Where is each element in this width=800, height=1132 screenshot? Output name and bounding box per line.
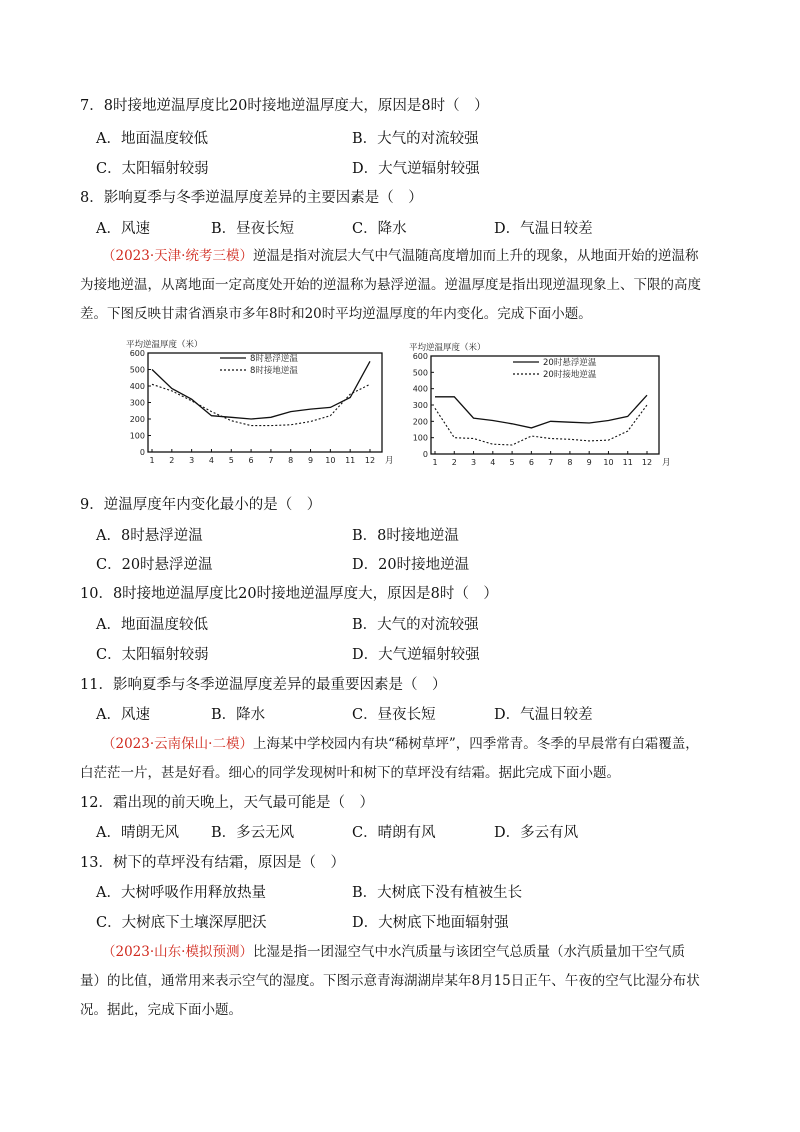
x-tick-label: 5 xyxy=(509,458,515,467)
question-9-option-b[interactable]: B．8时接地逆温 xyxy=(352,528,459,544)
question-8-stem: 8．影响夏季与冬季逆温厚度差异的主要因素是（ ） xyxy=(80,190,423,206)
question-11-option-d[interactable]: D．气温日较差 xyxy=(494,707,593,723)
x-tick-label: 1 xyxy=(149,456,155,465)
question-10-option-d[interactable]: D．大气逆辐射较强 xyxy=(352,647,480,663)
y-tick-label: 400 xyxy=(129,382,145,391)
x-tick-label: 5 xyxy=(228,456,234,465)
legend-label-1: 20时悬浮逆温 xyxy=(543,358,597,368)
y-tick-label: 300 xyxy=(129,398,145,408)
y-tick-label: 300 xyxy=(412,401,428,410)
question-11-option-c[interactable]: C．昼夜长短 xyxy=(352,707,436,723)
question-10-stem: 10．8时接地逆温厚度比20时接地逆温厚度大，原因是8时（ ） xyxy=(80,586,498,602)
question-12-stem: 12．霜出现的前天晚上，天气最可能是（ ） xyxy=(80,795,374,811)
y-tick-label: 200 xyxy=(129,415,145,424)
question-10-option-c[interactable]: C．太阳辐射较弱 xyxy=(96,647,209,663)
x-tick-label: 2 xyxy=(169,456,175,465)
x-tick-label: 3 xyxy=(470,458,477,467)
x-tick-label: 12 xyxy=(641,458,653,467)
question-10-option-a[interactable]: A．地面温度较低 xyxy=(96,617,208,633)
question-13-option-c[interactable]: C．大树底下土壤深厚肥沃 xyxy=(96,915,267,931)
question-8-option-c[interactable]: C．降水 xyxy=(352,221,407,237)
passage-1-source: （2023·天津·统考三模） xyxy=(102,248,253,264)
question-7-option-d[interactable]: D．大气逆辐射较强 xyxy=(352,161,480,177)
passage-1-line-1: （2023·天津·统考三模）逆温是指对流层大气中气温随高度增加而上升的现象，从地面开始的逆温称 xyxy=(102,248,699,264)
question-8-option-d[interactable]: D．气温日较差 xyxy=(494,221,593,237)
x-axis-label: 月 xyxy=(662,458,671,468)
chart-8pm-inversion xyxy=(405,338,685,472)
x-tick-label: 3 xyxy=(189,456,195,465)
y-tick-label: 100 xyxy=(412,433,428,443)
legend-label-2: 8时接地逆温 xyxy=(250,366,298,376)
question-13-option-b[interactable]: B．大树底下没有植被生长 xyxy=(352,885,523,901)
x-tick-label: 8 xyxy=(567,458,573,467)
question-10-option-b[interactable]: B．大气的对流较强 xyxy=(352,617,479,633)
question-11-option-b[interactable]: B．降水 xyxy=(211,707,266,723)
y-tick-label: 400 xyxy=(412,384,428,394)
passage-3-source: （2023·山东·模拟预测） xyxy=(102,944,253,960)
x-tick-label: 12 xyxy=(364,456,376,465)
passage-1-line-2: 为接地逆温，从离地面一定高度处开始的逆温称为悬浮逆温。逆温厚度是指出现逆温现象上、下限的高度 xyxy=(80,277,701,293)
question-8-option-b[interactable]: B．昼夜长短 xyxy=(211,221,295,237)
x-tick-label: 7 xyxy=(268,456,274,465)
x-tick-label: 9 xyxy=(586,458,592,467)
legend-label-2: 20时接地逆温 xyxy=(543,370,597,380)
passage-2 xyxy=(80,730,730,788)
x-tick-label: 7 xyxy=(548,458,554,467)
chart-8pm-svg xyxy=(405,338,685,472)
y-axis-label: 平均逆温厚度（米） xyxy=(126,340,203,350)
passage-2-line-2: 白茫茫一片，甚是好看。细心的同学发现树叶和树下的草坪没有结霜。据此完成下面小题。 xyxy=(80,765,620,781)
passage-3 xyxy=(80,938,730,1025)
question-12-option-d[interactable]: D．多云有风 xyxy=(494,825,579,841)
passage-1-line-3: 差。下图反映甘肃省酒泉市多年8时和20时平均逆温厚度的年内变化。完成下面小题。 xyxy=(80,306,592,322)
chart-8am-inversion xyxy=(120,336,392,472)
question-9-option-c[interactable]: C．20时悬浮逆温 xyxy=(96,557,213,573)
question-8-option-a[interactable]: A．风速 xyxy=(96,221,150,237)
question-7-option-a[interactable]: A．地面温度较低 xyxy=(96,131,208,147)
question-7-stem: 7．8时接地逆温厚度比20时接地逆温厚度大，原因是8时（ ） xyxy=(80,98,489,114)
x-tick-label: 4 xyxy=(490,458,496,467)
question-7-option-b[interactable]: B．大气的对流较强 xyxy=(352,131,479,147)
y-axis-label: 平均逆温厚度（米） xyxy=(409,343,486,353)
legend-label-1: 8时悬浮逆温 xyxy=(250,354,298,364)
question-7-option-c[interactable]: C．太阳辐射较弱 xyxy=(96,161,209,177)
x-tick-label: 2 xyxy=(451,458,457,467)
x-tick-label: 6 xyxy=(528,458,534,467)
question-13-stem: 13．树下的草坪没有结霜，原因是（ ） xyxy=(80,855,345,871)
question-13-option-d[interactable]: D．大树底下地面辐射强 xyxy=(352,915,509,931)
passage-3-line-3: 况。据此，完成下面小题。 xyxy=(80,1002,242,1018)
x-tick-label: 10 xyxy=(325,456,336,465)
series-line-2 xyxy=(152,384,370,425)
x-axis-label: 月 xyxy=(385,456,394,466)
question-12-option-a[interactable]: A．晴朗无风 xyxy=(96,825,179,841)
y-tick-label: 600 xyxy=(412,352,428,361)
question-11-stem: 11．影响夏季与冬季逆温厚度差异的最重要因素是（ ） xyxy=(80,677,447,693)
y-tick-label: 0 xyxy=(139,448,145,457)
y-tick-label: 500 xyxy=(129,365,145,375)
passage-1 xyxy=(80,242,730,329)
question-12-option-b[interactable]: B．多云无风 xyxy=(211,825,295,841)
x-tick-label: 11 xyxy=(345,456,356,465)
passage-3-line-2: 量）的比值，通常用来表示空气的湿度。下图示意青海湖湖岸某年8月15日正午、午夜的空气比湿分布状 xyxy=(80,973,700,989)
series-line-1 xyxy=(435,395,647,428)
passage-3-line-1: （2023·山东·模拟预测）比湿是指一团湿空气中水汽质量与该团空气总质量（水汽质量加干空气质 xyxy=(102,944,685,960)
x-tick-label: 8 xyxy=(288,456,294,465)
passage-2-source: （2023·云南保山·二模） xyxy=(102,736,253,752)
y-tick-label: 500 xyxy=(412,368,428,378)
passage-2-line-1: （2023·云南保山·二模）上海某中学校园内有块“稀树草坪”，四季常青。冬季的早晨常有白霜覆盖， xyxy=(102,736,699,752)
x-tick-label: 4 xyxy=(208,456,215,465)
question-9-option-d[interactable]: D．20时接地逆温 xyxy=(352,557,470,573)
x-tick-label: 6 xyxy=(248,456,254,465)
x-tick-label: 11 xyxy=(622,458,633,467)
y-tick-label: 200 xyxy=(412,417,428,427)
y-tick-label: 100 xyxy=(129,431,145,441)
x-tick-label: 10 xyxy=(603,458,614,467)
question-9-option-a[interactable]: A．8时悬浮逆温 xyxy=(96,528,203,544)
x-tick-label: 1 xyxy=(432,458,438,467)
question-9-stem: 9．逆温厚度年内变化最小的是（ ） xyxy=(80,497,322,513)
question-11-option-a[interactable]: A．风速 xyxy=(96,707,150,723)
question-12-option-c[interactable]: C．晴朗有风 xyxy=(352,825,436,841)
x-tick-label: 9 xyxy=(307,456,314,465)
y-tick-label: 600 xyxy=(129,349,145,358)
chart-8am-svg xyxy=(120,336,392,472)
y-tick-label: 0 xyxy=(422,450,428,459)
question-13-option-a[interactable]: A．大树呼吸作用释放热量 xyxy=(96,885,266,901)
